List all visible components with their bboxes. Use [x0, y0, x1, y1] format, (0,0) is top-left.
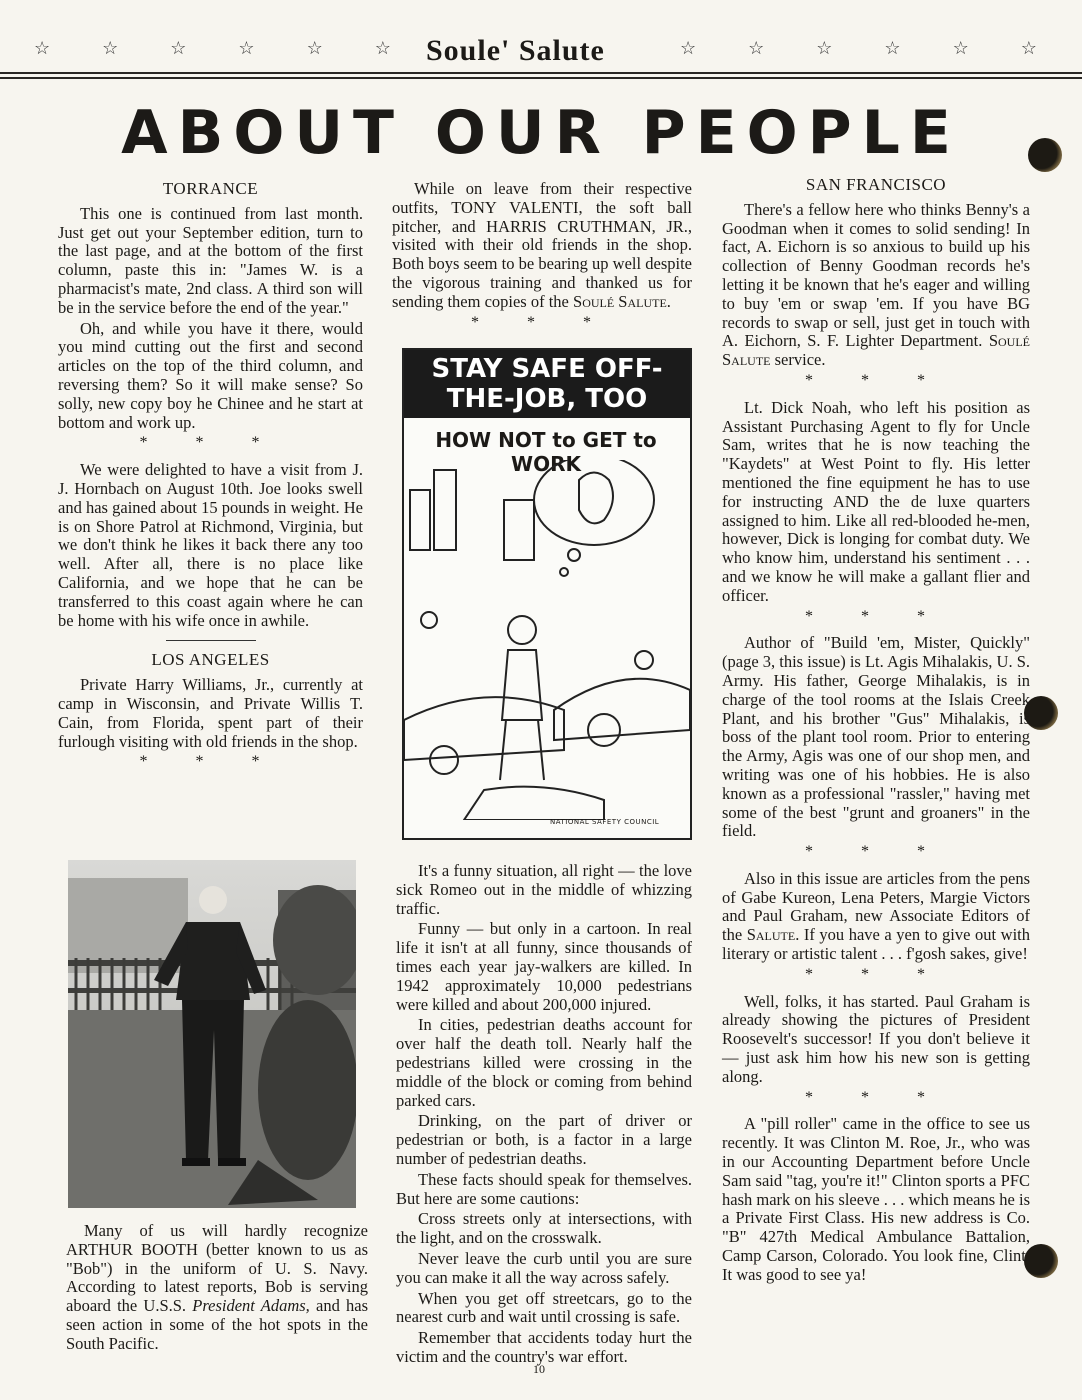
star-icon: ☆	[816, 38, 833, 58]
masthead-rule-top	[0, 72, 1082, 74]
publication-name: Soulé Salute	[722, 331, 1030, 370]
caution-2: Never leave the curb until you are sure you can make it all the way across safely.	[396, 1248, 692, 1287]
cartoon-title: STAY SAFE OFF-THE-JOB, TOO	[404, 350, 690, 418]
san-francisco-paragraph-end: service.	[770, 350, 826, 370]
masthead-stars-right	[680, 38, 1037, 59]
cartoon-paragraph-3: In cities, pedestrian deaths account for over half the death toll. Nearly half the pedestrians killed were crossing in the middle of the block or coming from behind parked cars.	[396, 1015, 692, 1110]
also-paragraph: Also in this issue are articles from the pens of Gabe Kureon, Lena Peters, Margie Victors and Paul Graham, new Associate Editors of the	[722, 868, 1030, 945]
caution-3: When you get off streetcars, go to the nearest curb and wait until crossing is safe.	[396, 1288, 692, 1327]
san-francisco-heading: SAN FRANCISCO	[805, 175, 947, 194]
section-separator: * * *	[805, 965, 947, 983]
column-2-bottom	[396, 862, 692, 1369]
star-icon: ☆	[238, 38, 255, 58]
san-francisco-paragraph: There's a fellow here who thinks Benny's a Goodman when it comes to solid sending! In fact, A. Eichorn is so anxious to build up his collection of Benny Goodman records he's letting it be known that he's eager and willing to buy 'em or swap 'em. If you have BG records to swap or sell, just get in touch with A. Eichorn, S. F. Lighter Department.	[722, 199, 1030, 351]
los-angeles-heading: LOS ANGELES	[151, 650, 270, 670]
section-separator: * * *	[805, 371, 947, 389]
star-icon: ☆	[952, 38, 969, 58]
page-number: 10	[533, 1362, 545, 1376]
pill-roller-paragraph: A "pill roller" came in the office to see us recently. It was Clinton M. Roe, Jr., who was in our Accounting Department before Uncle Sam said "tag, you're it!" Clinton sports a PFC hash mark on his sleeve . . . which means he is a Private First Class. His new address is Co. "B" 427th Medical Ambulance Battalion, Camp Carson, Colorado. You look fine, Clint. It was good to see ya!	[722, 1114, 1030, 1284]
masthead-bar	[0, 28, 1082, 80]
hornbach-paragraph: We were delighted to have a visit from J. J. Hornbach on August 10th. Joe looks swell and has gained about 15 pounds in weight. He is on Shore Patrol at Richmond, Virginia, but we don't think he likes it back there any too well. After all, there is no place like California, and we hope that he can be transferred to this coast again where he can be home with his wife once in awhile.	[58, 460, 363, 630]
jaywalker-cartoon-icon	[404, 460, 690, 820]
caution-1: Cross streets only at intersections, with the light, and on the crosswalk.	[396, 1209, 692, 1248]
star-icon: ☆	[102, 38, 119, 58]
section-separator: * * *	[471, 313, 613, 331]
binder-hole	[1028, 138, 1062, 172]
cartoon-paragraph-2: Funny — but only in a cartoon. In real life it isn't at all funny, since thousands of times each year jay-walkers are killed. In 1942 approximately 10,000 pedestrians were killed and about 200,000 injured.	[396, 919, 692, 1014]
star-icon: ☆	[884, 38, 901, 58]
torrance-heading: TORRANCE	[162, 179, 259, 198]
torrance-paragraph-1: This one is continued from last month. Just get out your September edition, turn to the last page, and at the bottom of the first column, paste this in: "James W. is a pharmacist's mate, 2nd class. A third son will be in the service before the end of the year."	[58, 203, 363, 317]
publication-name: Salute	[746, 925, 796, 945]
masthead-rule-bottom	[0, 77, 1082, 79]
torrance-paragraph-2: Oh, and while you have it there, would you mind cutting out the first and second articles on the top of the third column, and reversing them? So it will make sense? So solly, new copy boy he Chinee and he start at bottom and work up.	[58, 318, 363, 432]
started-paragraph: Well, folks, it has started. Paul Graham is already showing the pictures of President Roosevelt's successor! If you don't believe it — just ask him how his new son is getting along.	[722, 991, 1030, 1086]
divider	[166, 640, 256, 641]
leave-paragraph: While on leave from their respective outfits, TONY VALENTI, the soft ball pitcher, and HARRIS CRUTHMAN, JR., visited with their old friends in the shop. Both boys seem to be bearing up well despite the vigorous training and thanked us for sending them copies of the	[392, 179, 692, 311]
author-paragraph: Author of "Build 'em, Mister, Quickly" (page 3, this issue) is Lt. Agis Mihalakis, U. S. Army. His father, George Mihalakis, is in charge of the tool rooms at the Islais Creek Plant, and his brother "Gus" Mihalakis, is boss of the plant tool room. Prior to entering the Army, Agis was one of our shop men, and writing was one of his hobbies. He is also known as a professional "rassler," having met some of the best "grunt and groaners" in the field.	[722, 633, 1030, 841]
cartoon-paragraph-4: Drinking, on the part of driver or pedestrian or both, is a factor in a large number of pedestrian deaths.	[396, 1111, 692, 1168]
arthur-booth-photo	[68, 860, 356, 1208]
star-icon: ☆	[374, 38, 391, 58]
caption-text: Many of us will hardly recognize ARTHUR BOOTH (better known to us as "Bob") in the uniform of U. S. Navy. According to latest reports, Bob is serving aboard the U.S.S.	[66, 1221, 368, 1316]
navy-sailor-photo-icon	[68, 860, 356, 1208]
section-separator: * * *	[805, 843, 947, 861]
ship-name: President Adams,	[192, 1296, 310, 1316]
los-angeles-paragraph: Private Harry Williams, Jr., currently at camp in Wisconsin, and Private Willis T. Cain, from Florida, spent part of their furlough visiting with old friends in the shop.	[58, 675, 363, 751]
star-icon: ☆	[170, 38, 187, 58]
column-1	[58, 180, 363, 780]
safety-cartoon	[402, 348, 692, 840]
star-icon: ☆	[1020, 38, 1037, 58]
column-3	[722, 176, 1030, 1287]
section-separator: * * *	[139, 753, 282, 771]
masthead-title: Soule' Salute	[426, 34, 605, 67]
cartoon-paragraph-5: These facts should speak for themselves. But here are some cautions:	[396, 1169, 692, 1208]
photo-caption	[66, 1222, 368, 1356]
publication-name: Soulé Salute.	[573, 291, 671, 311]
also-paragraph-end: . If you have a yen to give out with literary or artistic talent . . . f'gosh sakes, give!	[722, 925, 1030, 964]
cartoon-subtitle: HOW NOT to GET to WORK	[435, 428, 657, 476]
caption-text-end: and has seen action in some of the hot spots in the South Pacific.	[66, 1296, 368, 1353]
masthead-stars-left	[34, 38, 391, 59]
star-icon: ☆	[306, 38, 323, 58]
star-icon: ☆	[34, 38, 51, 58]
page-title: ABOUT OUR PEOPLE	[121, 98, 961, 168]
section-separator: * * *	[139, 434, 282, 452]
section-separator: * * *	[805, 607, 947, 625]
column-2-top	[392, 180, 692, 340]
section-separator: * * *	[805, 1088, 947, 1106]
caution-4: Remember that accidents today hurt the victim and the country's war effort.	[396, 1328, 692, 1366]
star-icon: ☆	[748, 38, 765, 58]
star-icon: ☆	[680, 38, 697, 58]
cartoon-credit: NATIONAL SAFETY COUNCIL	[550, 818, 660, 826]
noah-paragraph: Lt. Dick Noah, who left his position as Assistant Purchasing Agent to fly for Uncle Sam, writes that he is now teaching the "Kaydets" at West Point to fly. His letter mentioned the fine equipment he has to use for instructing AND the de luxe quarters assigned to him. Like all red-blooded he-men, however, Dick is longing for combat duty. We who know him, understand his sentiment . . . and we know he will make a gallant flier and officer.	[722, 397, 1030, 605]
cartoon-paragraph-1: It's a funny situation, all right — the love sick Romeo out in the middle of whizzing traffic.	[396, 861, 692, 918]
